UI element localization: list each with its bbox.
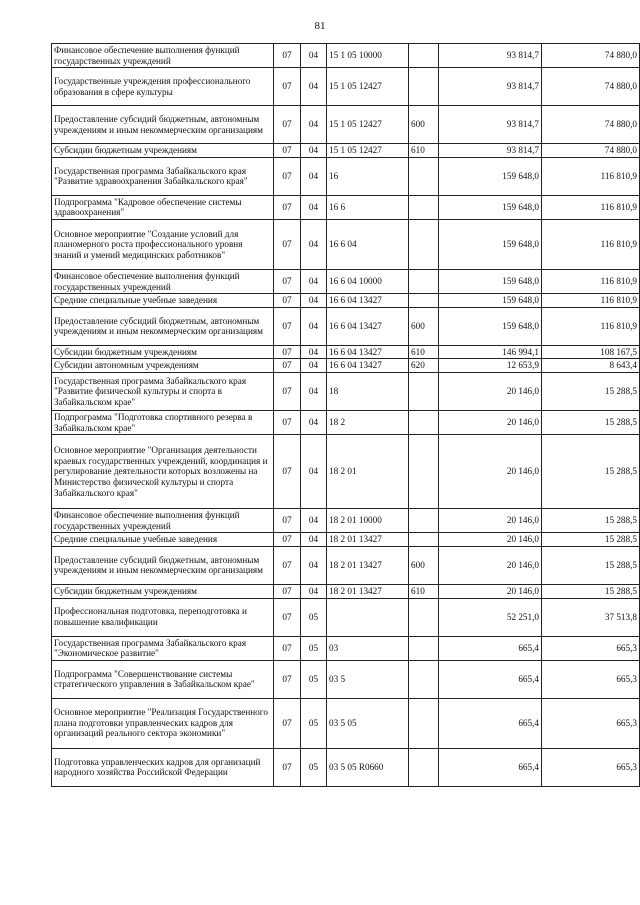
subsection-code-cell: 04 [301,359,327,373]
section-code-cell: 07 [274,219,301,269]
expense-type-code-cell: 600 [409,106,439,144]
section-code-cell: 07 [274,636,301,660]
expense-type-code-cell [409,294,439,308]
amount-planned-cell: 20 146,0 [439,410,542,434]
subsection-code-cell: 04 [301,269,327,293]
expense-type-code-cell: 600 [409,307,439,345]
expense-type-code-cell [409,509,439,533]
amount-executed-cell: 665,3 [542,660,640,698]
subsection-code-cell: 04 [301,195,327,219]
amount-executed-cell: 8 643,4 [542,359,640,373]
expense-type-code-cell [409,44,439,68]
expense-type-code-cell [409,219,439,269]
table-row [52,269,640,293]
subsection-code-cell: 04 [301,410,327,434]
target-article-code-cell: 16 6 04 13427 [327,359,409,373]
table-row [52,307,640,345]
amount-planned-cell: 159 648,0 [439,294,542,308]
row-name-cell: Подпрограмма "Подготовка спортивного резерва в Забайкальском крае" [52,410,274,434]
row-name-cell: Основное мероприятие "Реализация Государственного плана подготовки управленческих кадров для организаций реального сектора экономики" [52,698,274,748]
section-code-cell: 07 [274,359,301,373]
target-article-code-cell: 03 [327,636,409,660]
subsection-code-cell: 04 [301,435,327,509]
row-name-cell: Подпрограмма "Кадровое обеспечение системы здравоохранения" [52,195,274,219]
expense-type-code-cell [409,269,439,293]
amount-planned-cell: 665,4 [439,698,542,748]
expense-type-code-cell [409,410,439,434]
amount-planned-cell: 20 146,0 [439,546,542,584]
section-code-cell: 07 [274,698,301,748]
table-row [52,157,640,195]
expense-type-code-cell [409,195,439,219]
section-code-cell: 07 [274,509,301,533]
amount-planned-cell: 20 146,0 [439,509,542,533]
target-article-code-cell: 03 5 [327,660,409,698]
row-name-cell: Государственная программа Забайкальского края "Развитие физической культуры и спорта в Забайкальском крае" [52,372,274,410]
amount-planned-cell: 52 251,0 [439,598,542,636]
table-row [52,698,640,748]
table-row [52,533,640,547]
row-name-cell: Предоставление субсидий бюджетным, автономным учреждениям и иным некоммерческим организациям [52,307,274,345]
table-row [52,584,640,598]
subsection-code-cell: 04 [301,533,327,547]
subsection-code-cell: 04 [301,509,327,533]
row-name-cell: Субсидии бюджетным учреждениям [52,144,274,158]
subsection-code-cell: 04 [301,294,327,308]
amount-executed-cell: 116 810,9 [542,307,640,345]
amount-planned-cell: 93 814,7 [439,44,542,68]
expense-type-code-cell: 610 [409,584,439,598]
subsection-code-cell: 05 [301,748,327,786]
amount-executed-cell: 15 288,5 [542,435,640,509]
amount-executed-cell: 37 513,8 [542,598,640,636]
subsection-code-cell: 04 [301,44,327,68]
amount-executed-cell: 74 880,0 [542,68,640,106]
amount-executed-cell: 74 880,0 [542,44,640,68]
section-code-cell: 07 [274,660,301,698]
row-name-cell: Профессиональная подготовка, переподготовка и повышение квалификации [52,598,274,636]
section-code-cell: 07 [274,269,301,293]
section-code-cell: 07 [274,372,301,410]
section-code-cell: 07 [274,748,301,786]
target-article-code-cell: 03 5 05 [327,698,409,748]
section-code-cell: 07 [274,307,301,345]
table-row [52,410,640,434]
amount-executed-cell: 665,3 [542,698,640,748]
subsection-code-cell: 04 [301,372,327,410]
row-name-cell: Финансовое обеспечение выполнения функций государственных учреждений [52,269,274,293]
target-article-code-cell: 16 6 04 13427 [327,307,409,345]
amount-planned-cell: 93 814,7 [439,144,542,158]
table-row [52,68,640,106]
amount-executed-cell: 665,3 [542,748,640,786]
target-article-code-cell: 18 [327,372,409,410]
amount-executed-cell: 74 880,0 [542,144,640,158]
table-row [52,294,640,308]
table-body [52,44,640,787]
row-name-cell: Средние специальные учебные заведения [52,294,274,308]
expense-type-code-cell [409,660,439,698]
section-code-cell: 07 [274,106,301,144]
amount-executed-cell: 116 810,9 [542,269,640,293]
row-name-cell: Государственная программа Забайкальского края "Развитие здравоохранения Забайкальского края" [52,157,274,195]
amount-executed-cell: 15 288,5 [542,584,640,598]
amount-executed-cell: 15 288,5 [542,410,640,434]
section-code-cell: 07 [274,345,301,359]
amount-executed-cell: 74 880,0 [542,106,640,144]
table-row [52,435,640,509]
expense-type-code-cell [409,435,439,509]
table-row [52,509,640,533]
amount-executed-cell: 116 810,9 [542,195,640,219]
section-code-cell: 07 [274,144,301,158]
subsection-code-cell: 04 [301,157,327,195]
amount-planned-cell: 159 648,0 [439,219,542,269]
row-name-cell: Государственная программа Забайкальского края "Экономическое развитие" [52,636,274,660]
amount-planned-cell: 159 648,0 [439,157,542,195]
table-row [52,106,640,144]
amount-planned-cell: 12 653,9 [439,359,542,373]
row-name-cell: Государственные учреждения профессионального образования в сфере культуры [52,68,274,106]
expense-type-code-cell [409,157,439,195]
section-code-cell: 07 [274,68,301,106]
table-row [52,195,640,219]
subsection-code-cell: 04 [301,144,327,158]
amount-executed-cell: 15 288,5 [542,372,640,410]
amount-planned-cell: 20 146,0 [439,584,542,598]
expense-type-code-cell [409,636,439,660]
target-article-code-cell: 16 6 [327,195,409,219]
expense-type-code-cell: 610 [409,345,439,359]
section-code-cell: 07 [274,195,301,219]
page-number: 81 [314,20,326,32]
expense-type-code-cell [409,598,439,636]
target-article-code-cell: 18 2 01 [327,435,409,509]
section-code-cell: 07 [274,584,301,598]
subsection-code-cell: 04 [301,307,327,345]
section-code-cell: 07 [274,410,301,434]
subsection-code-cell: 04 [301,345,327,359]
expense-type-code-cell [409,533,439,547]
table-row [52,546,640,584]
amount-planned-cell: 159 648,0 [439,269,542,293]
amount-executed-cell: 108 167,5 [542,345,640,359]
section-code-cell: 07 [274,435,301,509]
amount-planned-cell: 159 648,0 [439,307,542,345]
amount-planned-cell: 20 146,0 [439,435,542,509]
expense-type-code-cell: 620 [409,359,439,373]
target-article-code-cell: 18 2 01 13427 [327,546,409,584]
table-row [52,748,640,786]
subsection-code-cell: 05 [301,698,327,748]
amount-executed-cell: 15 288,5 [542,509,640,533]
target-article-code-cell: 16 6 04 13427 [327,294,409,308]
row-name-cell: Предоставление субсидий бюджетным, автономным учреждениям и иным некоммерческим организациям [52,106,274,144]
row-name-cell: Подпрограмма "Совершенствование системы стратегического управления в Забайкальском крае" [52,660,274,698]
target-article-code-cell: 16 6 04 10000 [327,269,409,293]
subsection-code-cell: 04 [301,68,327,106]
section-code-cell: 07 [274,533,301,547]
row-name-cell: Основное мероприятие "Организация деятельности краевых государственных учреждений, координация и регулирование деятельности которых возложены на Министерство физической культуры и спорта Забайкальского края" [52,435,274,509]
amount-planned-cell: 159 648,0 [439,195,542,219]
amount-executed-cell: 15 288,5 [542,533,640,547]
table-row [52,144,640,158]
amount-planned-cell: 93 814,7 [439,106,542,144]
amount-planned-cell: 20 146,0 [439,372,542,410]
target-article-code-cell: 16 6 04 13427 [327,345,409,359]
subsection-code-cell: 04 [301,546,327,584]
target-article-code-cell: 15 1 05 12427 [327,106,409,144]
subsection-code-cell: 05 [301,660,327,698]
target-article-code-cell: 16 [327,157,409,195]
budget-table [51,43,640,787]
table-row [52,598,640,636]
target-article-code-cell: 18 2 01 13427 [327,533,409,547]
expense-type-code-cell [409,68,439,106]
subsection-code-cell: 05 [301,598,327,636]
target-article-code-cell: 16 6 04 [327,219,409,269]
subsection-code-cell: 04 [301,584,327,598]
subsection-code-cell: 05 [301,636,327,660]
expense-type-code-cell: 610 [409,144,439,158]
expense-type-code-cell [409,372,439,410]
amount-executed-cell: 116 810,9 [542,294,640,308]
table-row [52,219,640,269]
row-name-cell: Субсидии автономным учреждениям [52,359,274,373]
expense-type-code-cell [409,748,439,786]
table-row [52,345,640,359]
expense-type-code-cell: 600 [409,546,439,584]
section-code-cell: 07 [274,294,301,308]
target-article-code-cell: 15 1 05 10000 [327,44,409,68]
row-name-cell: Подготовка управленческих кадров для организаций народного хозяйства Российской Федерации [52,748,274,786]
table-row [52,636,640,660]
row-name-cell: Средние специальные учебные заведения [52,533,274,547]
subsection-code-cell: 04 [301,106,327,144]
section-code-cell: 07 [274,598,301,636]
section-code-cell: 07 [274,546,301,584]
amount-planned-cell: 665,4 [439,660,542,698]
target-article-code-cell: 15 1 05 12427 [327,68,409,106]
target-article-code-cell: 03 5 05 R0660 [327,748,409,786]
section-code-cell: 07 [274,157,301,195]
amount-executed-cell: 116 810,9 [542,157,640,195]
amount-executed-cell: 15 288,5 [542,546,640,584]
table-row [52,359,640,373]
row-name-cell: Финансовое обеспечение выполнения функций государственных учреждений [52,44,274,68]
row-name-cell: Предоставление субсидий бюджетным, автономным учреждениям и иным некоммерческим организациям [52,546,274,584]
target-article-code-cell: 18 2 01 13427 [327,584,409,598]
row-name-cell: Субсидии бюджетным учреждениям [52,584,274,598]
amount-planned-cell: 665,4 [439,748,542,786]
section-code-cell: 07 [274,44,301,68]
row-name-cell: Субсидии бюджетным учреждениям [52,345,274,359]
target-article-code-cell: 15 1 05 12427 [327,144,409,158]
amount-planned-cell: 20 146,0 [439,533,542,547]
row-name-cell: Финансовое обеспечение выполнения функций государственных учреждений [52,509,274,533]
expense-type-code-cell [409,698,439,748]
target-article-code-cell: 18 2 01 10000 [327,509,409,533]
table-row [52,44,640,68]
amount-planned-cell: 146 994,1 [439,345,542,359]
target-article-code-cell: 18 2 [327,410,409,434]
amount-planned-cell: 93 814,7 [439,68,542,106]
table-row [52,660,640,698]
table-row [52,372,640,410]
amount-executed-cell: 116 810,9 [542,219,640,269]
row-name-cell: Основное мероприятие "Создание условий для планомерного роста профессионального уровня знаний и умений медицинских работников" [52,219,274,269]
amount-executed-cell: 665,3 [542,636,640,660]
amount-planned-cell: 665,4 [439,636,542,660]
target-article-code-cell [327,598,409,636]
subsection-code-cell: 04 [301,219,327,269]
